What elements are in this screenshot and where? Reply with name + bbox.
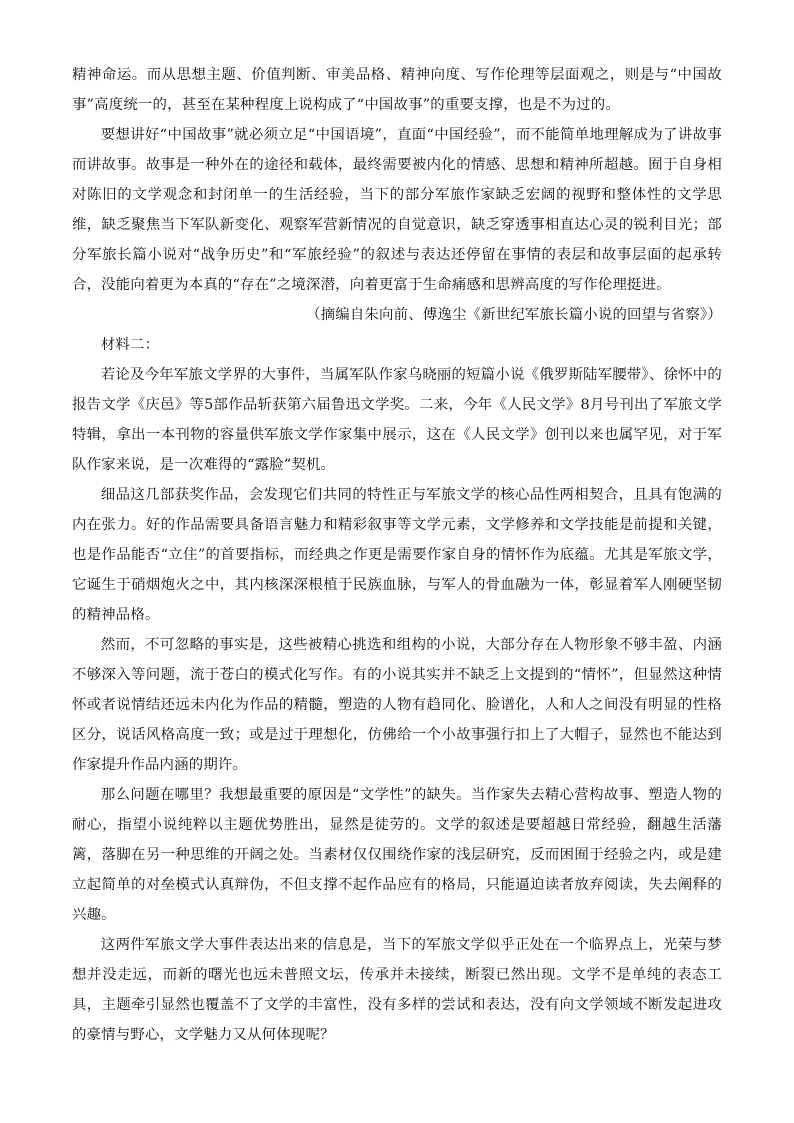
material-two-label: 材料二： [100, 337, 160, 353]
material-paragraph-5: 这两件军旅文学大事件表达出来的信息是，当下的军旅文学似乎正处在一个临界点上，光荣与梦想并没走远，而新的曙光也远未普照文坛，传承并未接续，断裂已然出现。文学不是单纯的表态工具，主题牵引显然也覆盖不了文学的丰富性，没有多样的尝试和表达，没有向文学领域不断发起进攻的豪情与野心，文学魅力又从何体现呢？ [72, 937, 722, 1043]
material-paragraph-4: 那么问题在哪里？我想最重要的原因是“文学性”的缺失。当作家失去精心营构故事、塑造人物的耐心，指望小说纯粹以主题优势胜出，显然是徒劳的。文学的叙述是要超越日常经验，翻越生活藩篱，落脚在另一种思维的开阔之处。当素材仅仅围绕作家的浅层研究，反而困囿于经验之内，或是建立起简单的对垒模式认真辩伪，不但支撑不起作品应有的格局，只能逼迫读者放弃阅读，失去阐释的兴趣。 [72, 787, 722, 923]
paragraph-continuation: 精神命运。而从思想主题、价值判断、审美品格、精神向度、写作伦理等层面观之，则是与“中国故事”高度统一的，甚至在某种程度上说构成了“中国故事”的重要支撑，也是不为过的。 [72, 67, 722, 113]
material-paragraph-1: 若论及今年军旅文学界的大事件，当属军队作家乌晓丽的短篇小说《俄罗斯陆军腰带》、徐怀中的报告文学《庆邑》等5部作品斩获第六届鲁迅文学奖。二来，今年《人民文学》8月号刊出了军旅文学特辑，拿出一本刊物的容量供军旅文学作家集中展示，这在《人民文学》创刊以来也属罕见，对于军队作家来说，是一次难得的“露脸”契机。 [72, 367, 722, 473]
source-citation: （摘编自朱向前、傅逸尘《新世纪军旅长篇小说的回望与省察》） [306, 307, 722, 323]
paragraph-chinese-story: 要想讲好“中国故事”就必须立足“中国语境”，直面“中国经验”，而不能简单地理解成为了讲故事而讲故事。故事是一种外在的途径和载体，最终需要被内化的情感、思想和精神所超越。囿于自身相对陈旧的文学观念和封闭单一的生活经验，当下的部分军旅作家缺乏宏阔的视野和整体性的文学思维，缺乏聚焦当下军队新变化、观察军营新情况的自觉意识，缺乏穿透事相直达心灵的锐利目光；部分军旅长篇小说对“战争历史”和“军旅经验”的叙述与表达还停留在事情的表层和故事层面的起承转合，没能向着更为本真的“存在”之境深潜，向着更富于生命痛感和思辨高度的写作伦理挺进。 [72, 127, 722, 293]
material-paragraph-2: 细品这几部获奖作品，会发现它们共同的特性正与军旅文学的核心品性两相契合，且具有饱满的内在张力。好的作品需要具备语言魅力和精彩叙事等文学元素，文学修养和文学技能是前提和关键，也是作品能否“立住”的首要指标，而经典之作更是需要作家自身的情怀作为底蕴。尤其是军旅文学，它诞生于硝烟炮火之中，其内核深深根植于民族血脉，与军人的骨血融为一体，彰显着军人刚硬坚韧的精神品格。 [72, 487, 722, 623]
document-page [72, 60, 722, 1050]
material-paragraph-3: 然而，不可忽略的事实是，这些被精心挑选和组构的小说，大部分存在人物形象不够丰盈、内涵不够深入等问题，流于苍白的模式化写作。有的小说其实并不缺乏上文提到的“情怀”，但显然这种情怀或者说情结还远未内化为作品的精髓，塑造的人物有趋同化、脸谱化，人和人之间没有明显的性格区分，说话风格高度一致；或是过于理想化，仿佛给一个小故事强行扣上了大帽子，显然也不能达到作家提升作品内涵的期许。 [72, 637, 722, 773]
